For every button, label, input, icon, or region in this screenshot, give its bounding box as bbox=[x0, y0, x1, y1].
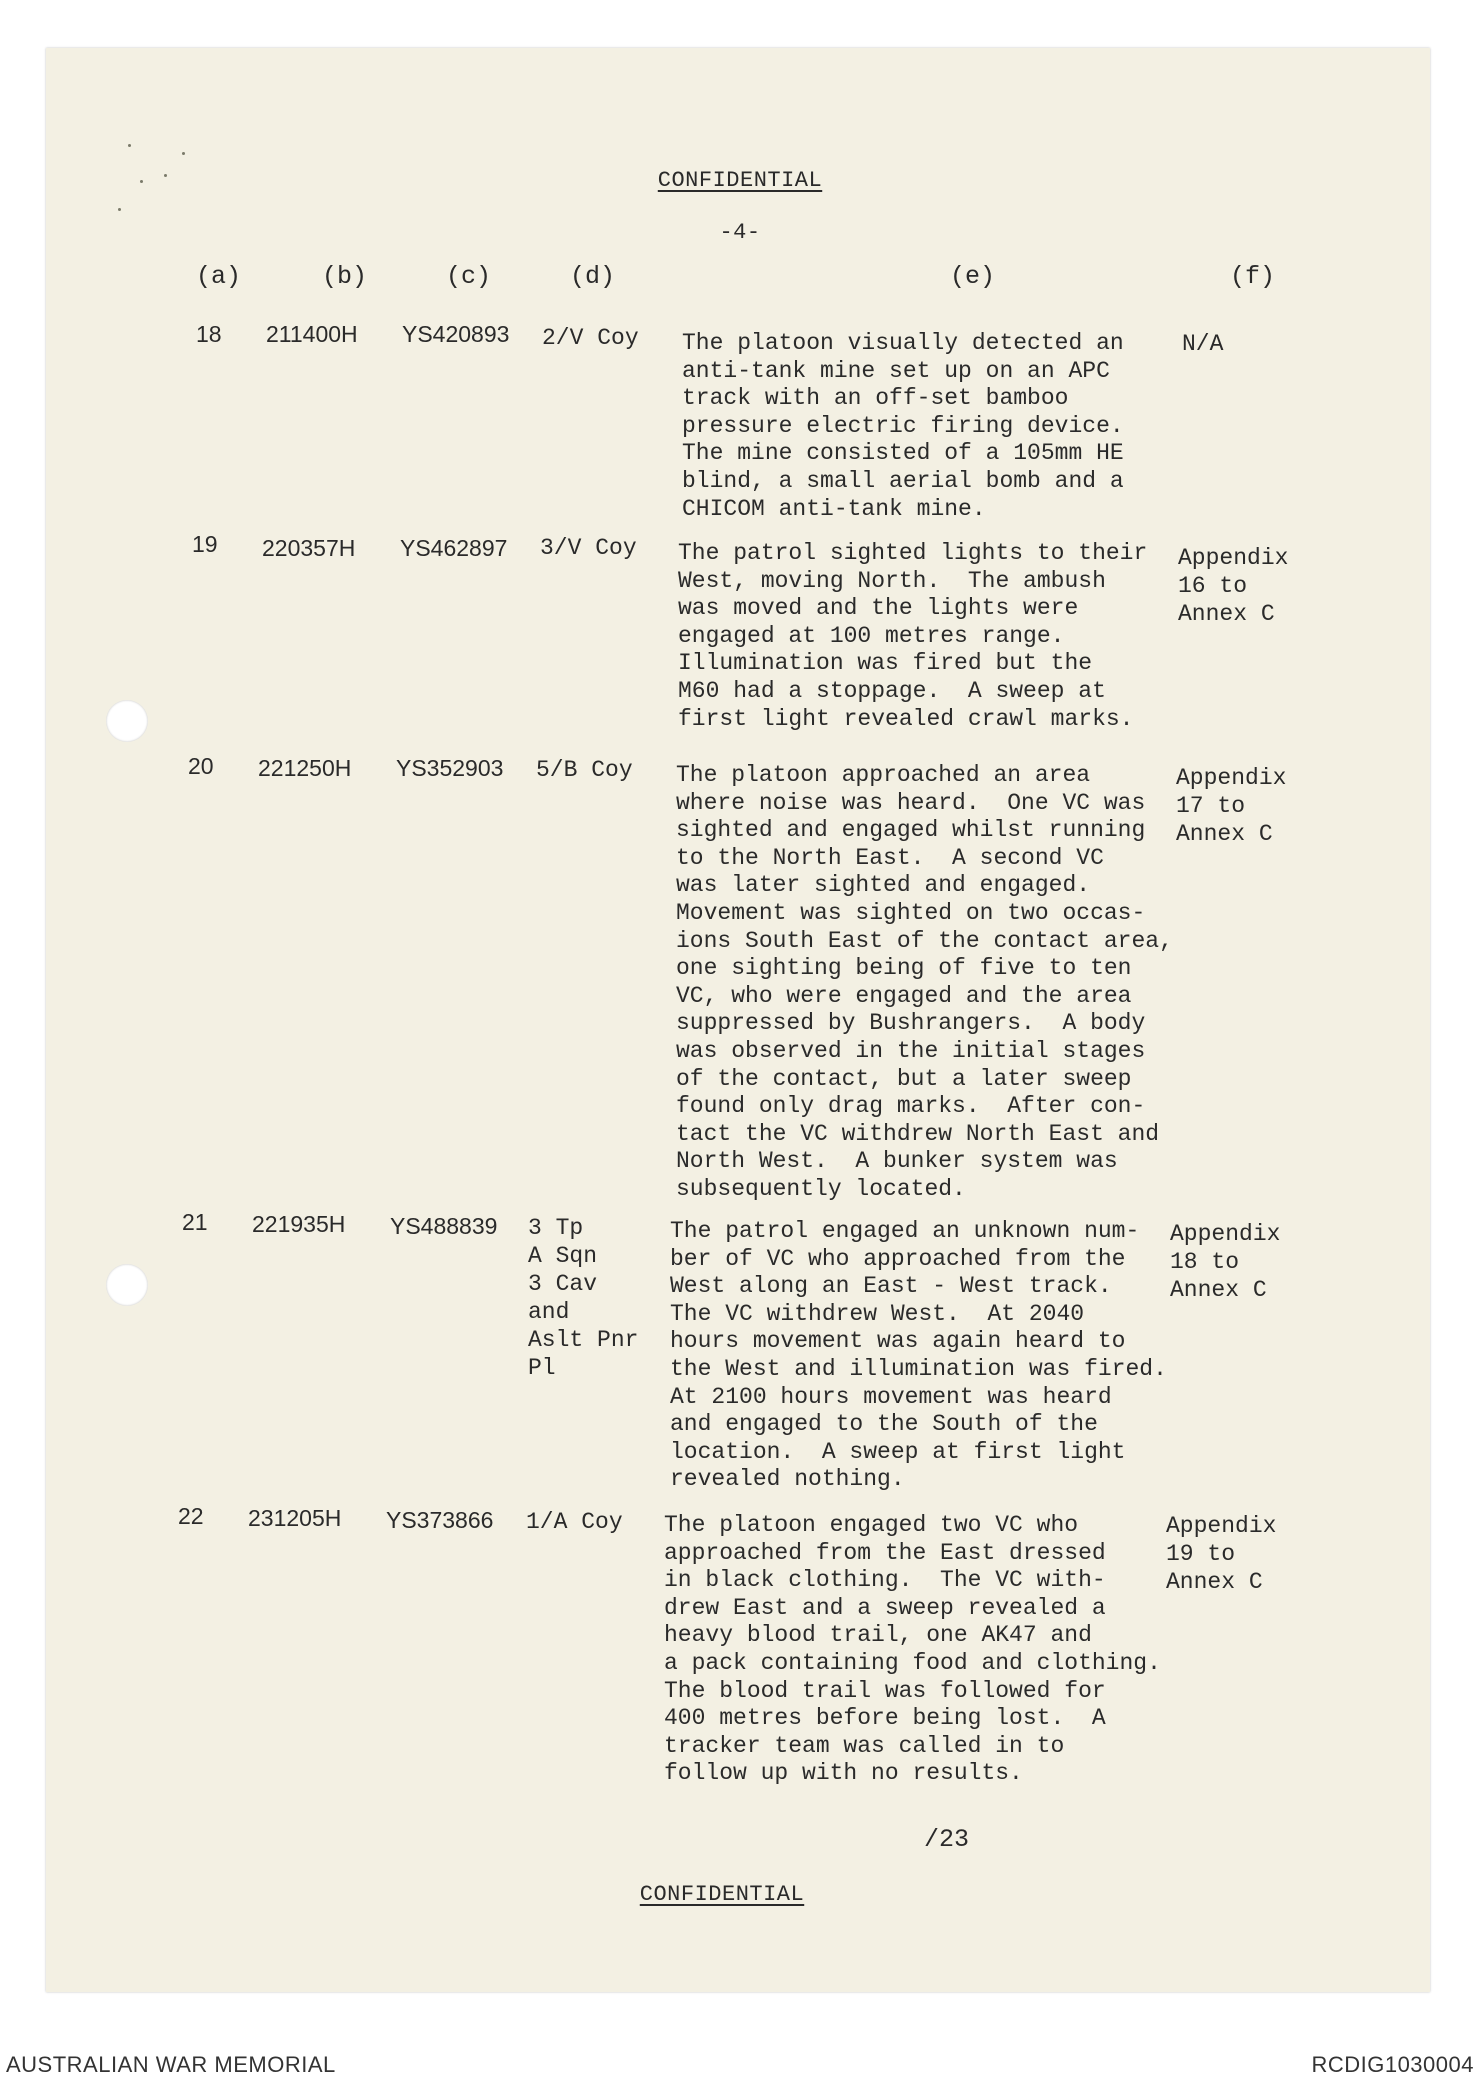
column-header-b: (b) bbox=[322, 262, 368, 291]
grid-reference: YS352903 bbox=[396, 755, 504, 781]
paper-speck bbox=[118, 208, 121, 211]
column-header-d: (d) bbox=[570, 262, 616, 291]
column-header-a: (a) bbox=[196, 262, 242, 291]
column-header-e: (e) bbox=[950, 262, 996, 291]
page-number: -4- bbox=[719, 220, 761, 245]
unit: 1/A Coy bbox=[526, 1509, 623, 1535]
grid-reference: YS488839 bbox=[390, 1213, 498, 1239]
paper-speck bbox=[182, 152, 185, 155]
punch-hole bbox=[106, 1264, 148, 1306]
date-time-group: 231205H bbox=[248, 1505, 342, 1531]
serial-number: 18 bbox=[196, 321, 222, 347]
unit: 2/V Coy bbox=[542, 325, 639, 351]
date-time-group: 220357H bbox=[262, 535, 356, 561]
reference: Appendix 18 to Annex C bbox=[1170, 1221, 1281, 1303]
classification-footer bbox=[0, 1882, 1462, 1907]
date-time-group: 221935H bbox=[252, 1211, 346, 1237]
unit: 5/B Coy bbox=[536, 757, 633, 783]
paper-speck bbox=[128, 144, 131, 147]
archive-record-id: RCDIG1030004 bbox=[1311, 2052, 1474, 2077]
reference: Appendix 17 to Annex C bbox=[1176, 765, 1287, 847]
reference: Appendix 19 to Annex C bbox=[1166, 1513, 1277, 1595]
column-header-f: (f) bbox=[1230, 262, 1276, 291]
date-time-group: 211400H bbox=[266, 321, 358, 347]
grid-reference: YS373866 bbox=[386, 1507, 494, 1533]
grid-reference: YS462897 bbox=[400, 535, 508, 561]
continuation-marker: /23 bbox=[924, 1825, 970, 1854]
serial-number: 20 bbox=[188, 753, 214, 779]
reference: N/A bbox=[1182, 331, 1224, 357]
column-header-c: (c) bbox=[446, 262, 492, 291]
serial-number: 22 bbox=[178, 1503, 204, 1529]
serial-number: 19 bbox=[192, 531, 218, 557]
incident-narrative: The platoon approached an area where noise was heard. One VC was sighted and engaged whilst running to the North East. A second VC was later sighted and engaged. Movement was sighted on two occas- ions South East of the contact area, one sighting being of five to ten VC, who were engaged and the area suppressed by Bushrangers. A body was observed in the initial stages of the contact, but a later sweep found only drag marks. After con- tact the VC withdrew North East and North West. A bunker system was subsequently located. bbox=[676, 762, 1173, 1202]
reference: Appendix 16 to Annex C bbox=[1178, 545, 1289, 627]
grid-reference: YS420893 bbox=[402, 321, 510, 347]
punch-hole bbox=[106, 700, 148, 742]
classification-header bbox=[0, 168, 1480, 193]
incident-narrative: The patrol engaged an unknown num- ber of VC who approached from the West along an East - West track. The VC withdrew West. At 2040 hours movement was again heard to the West and illumination was fired. At 2100 hours movement was heard and engaged to the South of the location. A sweep at first light revealed nothing. bbox=[670, 1218, 1167, 1493]
date-time-group: 221250H bbox=[258, 755, 352, 781]
archive-institution: AUSTRALIAN WAR MEMORIAL bbox=[6, 2052, 336, 2077]
incident-narrative: The patrol sighted lights to their West, moving North. The ambush was moved and the lights were engaged at 100 metres range. Illumination was fired but the M60 had a stoppage. A sweep at first light revealed crawl marks. bbox=[678, 540, 1148, 732]
incident-narrative: The platoon engaged two VC who approached from the East dressed in black clothing. The VC with- drew East and a sweep revealed a heavy blood trail, one AK47 and a pack containing food and clothing. The blood trail was followed for 400 metres before being lost. A tracker team was called in to follow up with no results. bbox=[664, 1512, 1161, 1787]
unit: 3 Tp A Sqn 3 Cav and Aslt Pnr Pl bbox=[528, 1215, 639, 1381]
serial-number: 21 bbox=[182, 1209, 208, 1235]
classification-header-text: CONFIDENTIAL bbox=[657, 168, 823, 193]
classification-footer-text: CONFIDENTIAL bbox=[639, 1882, 805, 1907]
unit: 3/V Coy bbox=[540, 535, 637, 561]
incident-narrative: The platoon visually detected an anti-tank mine set up on an APC track with an off-set bamboo pressure electric firing device. The mine consisted of a 105mm HE blind, a small aerial bomb and a CHICOM anti-tank mine. bbox=[682, 330, 1124, 522]
